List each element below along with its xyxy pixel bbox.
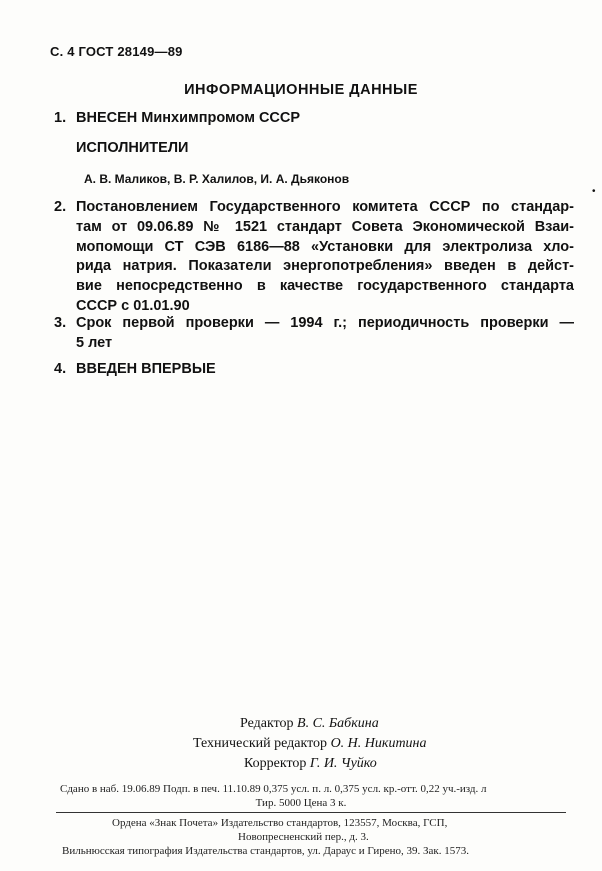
performers-names: А. В. Маликов, В. Р. Халилов, И. А. Дьяконов: [84, 172, 350, 186]
credit-name: В. С. Бабкина: [297, 716, 379, 731]
imprint-line: Ордена «Знак Почета» Издательство стандартов, 123557, Москва, ГСП,: [112, 817, 448, 829]
imprint-line: Новопресненский пер., д. 3.: [238, 831, 369, 843]
imprint-line: Сдано в наб. 19.06.89 Подп. в печ. 11.10.89 0,375 усл. п. л. 0,375 усл. кр.-отт. 0,22 уч.-изд. л: [60, 783, 487, 795]
page-header: С. 4 ГОСТ 28149—89: [50, 44, 183, 59]
performers-heading: ИСПОЛНИТЕЛИ: [76, 140, 189, 156]
paragraph-line: Постановлением Государственного комитета СССР по стандар-: [76, 199, 574, 215]
item-paragraph: [76, 198, 574, 317]
imprint-line: Вильнюсская типография Издательства стандартов, ул. Дарауc и Гирено, 39. Зак. 1573.: [62, 845, 469, 857]
divider: [56, 812, 566, 813]
item-number: 3.: [54, 315, 67, 331]
item-text: ВНЕСЕН Минхимпромом СССР: [76, 110, 301, 126]
paragraph-line: СССР с 01.01.90: [76, 297, 190, 314]
credit-corrector: [244, 756, 377, 772]
credit-role: Корректор: [244, 756, 307, 771]
paragraph-line: там от 09.06.89 № 1521 стандарт Совета Экономической Взаи-: [76, 218, 574, 235]
item-number: 1.: [54, 110, 67, 126]
credit-tech-editor: [193, 736, 427, 752]
item-number: 4.: [54, 361, 67, 377]
paragraph-line: мопомощи СТ СЭВ 6186—88 «Установки для электролиза хло-: [76, 238, 574, 255]
credit-role: Технический редактор: [193, 736, 328, 751]
margin-mark: •: [592, 186, 596, 197]
paragraph-line: вие непосредственно в качестве государственного стандарта: [76, 278, 574, 295]
item-text: ВВЕДЕН ВПЕРВЫЕ: [76, 361, 216, 377]
item-paragraph: [76, 314, 574, 354]
item-number: 2.: [54, 199, 67, 215]
paragraph-line: рида натрия. Показатели энергопотребления» введен в дейст-: [76, 258, 574, 275]
paragraph-line: Срок первой проверки — 1994 г.; периодичность проверки —: [76, 315, 574, 331]
credit-editor: [240, 716, 379, 732]
credit-name: Г. И. Чуйко: [309, 756, 377, 771]
paragraph-line: 5 лет: [76, 334, 113, 351]
credit-role: Редактор: [240, 716, 294, 731]
credit-name: О. Н. Никитина: [330, 736, 427, 751]
imprint-line: Тир. 5000 Цена 3 к.: [255, 797, 347, 809]
page-title: ИНФОРМАЦИОННЫЕ ДАННЫЕ: [184, 82, 418, 98]
